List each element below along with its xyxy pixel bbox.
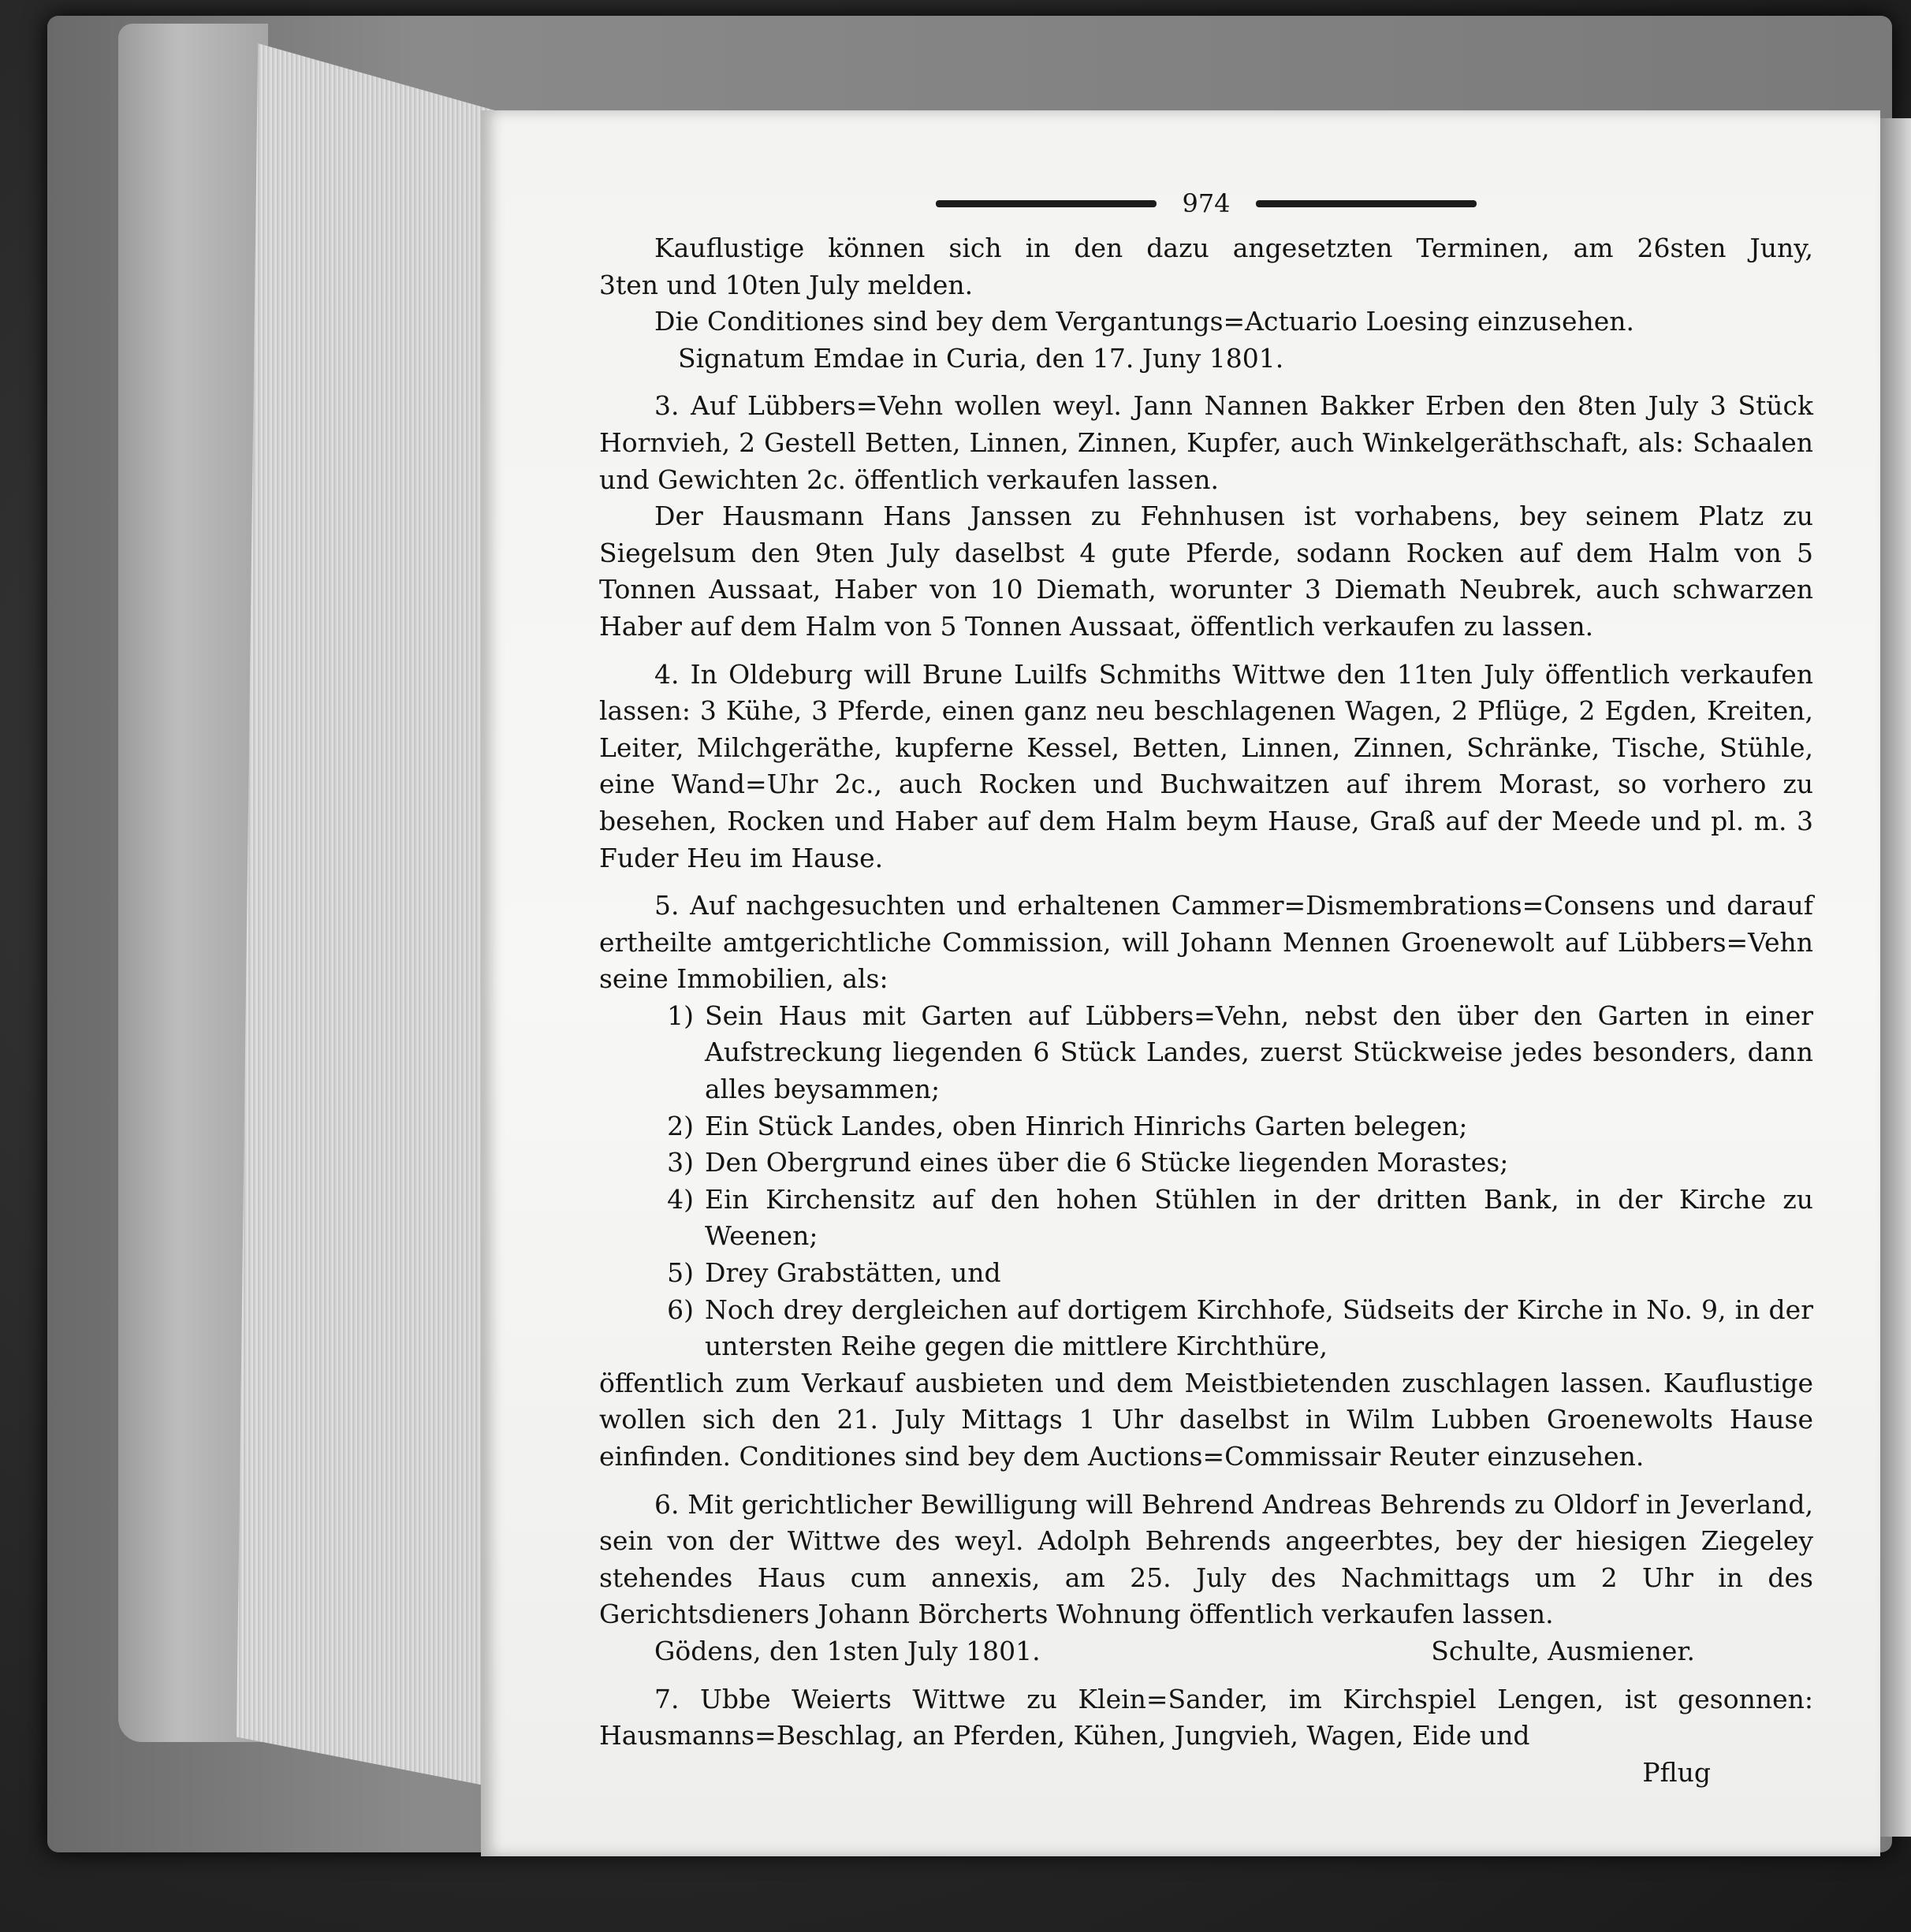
- signature-name: Schulte, Ausmiener.: [1431, 1635, 1695, 1666]
- paragraph: öffentlich zum Verkauf ausbieten und dem Meistbietenden zuschlagen lassen. Kauflustige wollen sich den 21. July Mittags 1 Uhr daselbst in Wilm Lubben Groenewolts Hause einfinden. Conditiones sind bey dem Auctions=Commissair Reuter einzusehen.: [599, 1367, 1813, 1472]
- catchword: Pflug: [1642, 1756, 1711, 1788]
- paragraph: 6. Mit gerichtlicher Bewilligung will Behrend Andreas Behrends zu Oldorf in Jeverland, sein von der Wittwe des weyl. Adolph Behrends angeerbtes, bey der hiesigen Ziegeley stehendes Haus cum annexis, am 25. July des Nachmittags um 2 Uhr in des Gerichtsdieners Johann Börcherts Wohnung öffentlich verkaufen lassen.: [599, 1488, 1813, 1630]
- property-list: [646, 998, 1813, 1365]
- paragraph: Der Hausmann Hans Janssen zu Fehnhusen ist vorhabens, bey seinem Platz zu Siegelsum den 9ten July daselbst 4 gute Pferde, sodann Rocken auf dem Halm von 5 Tonnen Aussaat, Haber von 10 Diemath, worunter 3 Diemath Neubrek, auch schwarzen Haber auf dem Halm von 5 Tonnen Aussaat, öffentlich verkaufen zu lassen.: [599, 501, 1813, 642]
- paragraph: 3. Auf Lübbers=Vehn wollen weyl. Jann Nannen Bakker Erben den 8ten July 3 Stück Hornvieh, 2 Gestell Betten, Linnen, Zinnen, Kupfer, auch Winkelgeräthschaft, als: Schaalen und Gewichten 2c. öffentlich verkaufen lassen.: [599, 390, 1813, 495]
- list-item: 5) Drey Grabstätten, und: [667, 1257, 1001, 1289]
- page-header: [599, 181, 1813, 225]
- paragraph: 5. Auf nachgesuchten und erhaltenen Cammer=Dismembrations=Consens und darauf ertheilte amtgerichtliche Commission, will Johann Mennen Groenewolt auf Lübbers=Vehn seine Immobilien, als:: [599, 890, 1813, 995]
- list-item: 4) Ein Kirchensitz auf den hohen Stühlen in der dritten Bank, in der Kirche zu Weenen;: [667, 1183, 1813, 1252]
- list-item: 1) Sein Haus mit Garten auf Lübbers=Vehn, nebst den über den Garten in einer Aufstreckung liegenden 6 Stück Landes, zuerst Stückweise jedes besonders, dann alles beysammen;: [667, 1000, 1813, 1105]
- list-item: 6) Noch drey dergleichen auf dortigem Kirchhofe, Südseits der Kirche in No. 9, in der untersten Reihe gegen die mittlere Kirchthüre,: [667, 1294, 1813, 1362]
- paragraph: 4. In Oldeburg will Brune Luilfs Schmiths Wittwe den 11ten July öffentlich verkaufen lassen: 3 Kühe, 3 Pferde, einen ganz neu beschlagenen Wagen, 2 Pflüge, 2 Egden, Kreiten, Leiter, Milchgeräthe, kupferne Kessel, Betten, Linnen, Zinnen, Schränke, Tische, Stühle, eine Wand=Uhr 2c., auch Rocken und Buchwaitzen auf ihrem Morast, so vorhero zu besehen, Rocken und Haber auf dem Halm beym Hause, Graß auf der Meede und pl. m. 3 Fuder Heu im Hause.: [599, 658, 1813, 873]
- signature-block: [599, 1633, 1813, 1670]
- list-item: 3) Den Obergrund eines über die 6 Stücke liegenden Morastes;: [667, 1147, 1509, 1178]
- paragraph: Die Conditiones sind bey dem Vergantungs=Actuario Loesing einzusehen.: [654, 306, 1635, 337]
- list-item: 2) Ein Stück Landes, oben Hinrich Hinrichs Garten belegen;: [667, 1110, 1468, 1141]
- signature-line: Signatum Emdae in Curia, den 17. Juny 1801.: [678, 342, 1284, 374]
- paragraph-line: Kauflustige können sich in den dazu angesetzten Terminen, am 26sten Juny,: [654, 233, 1813, 263]
- paragraph-line: 3ten und 10ten July melden.: [599, 269, 974, 300]
- header-rule-right: [1256, 200, 1477, 207]
- page-text: [599, 181, 1813, 1791]
- page-edges: [237, 43, 505, 1789]
- paragraph: 7. Ubbe Weierts Wittwe zu Klein=Sander, im Kirchspiel Lengen, ist gesonnen: Hausmanns=Beschlag, an Pferden, Kühen, Jungvieh, Wagen, Eide und: [599, 1683, 1813, 1751]
- page-number: 974: [1182, 188, 1231, 218]
- signature-place-date: Gödens, den 1sten July 1801.: [654, 1635, 1041, 1666]
- facing-page-edge: [1880, 118, 1911, 1837]
- header-rule-left: [936, 200, 1157, 207]
